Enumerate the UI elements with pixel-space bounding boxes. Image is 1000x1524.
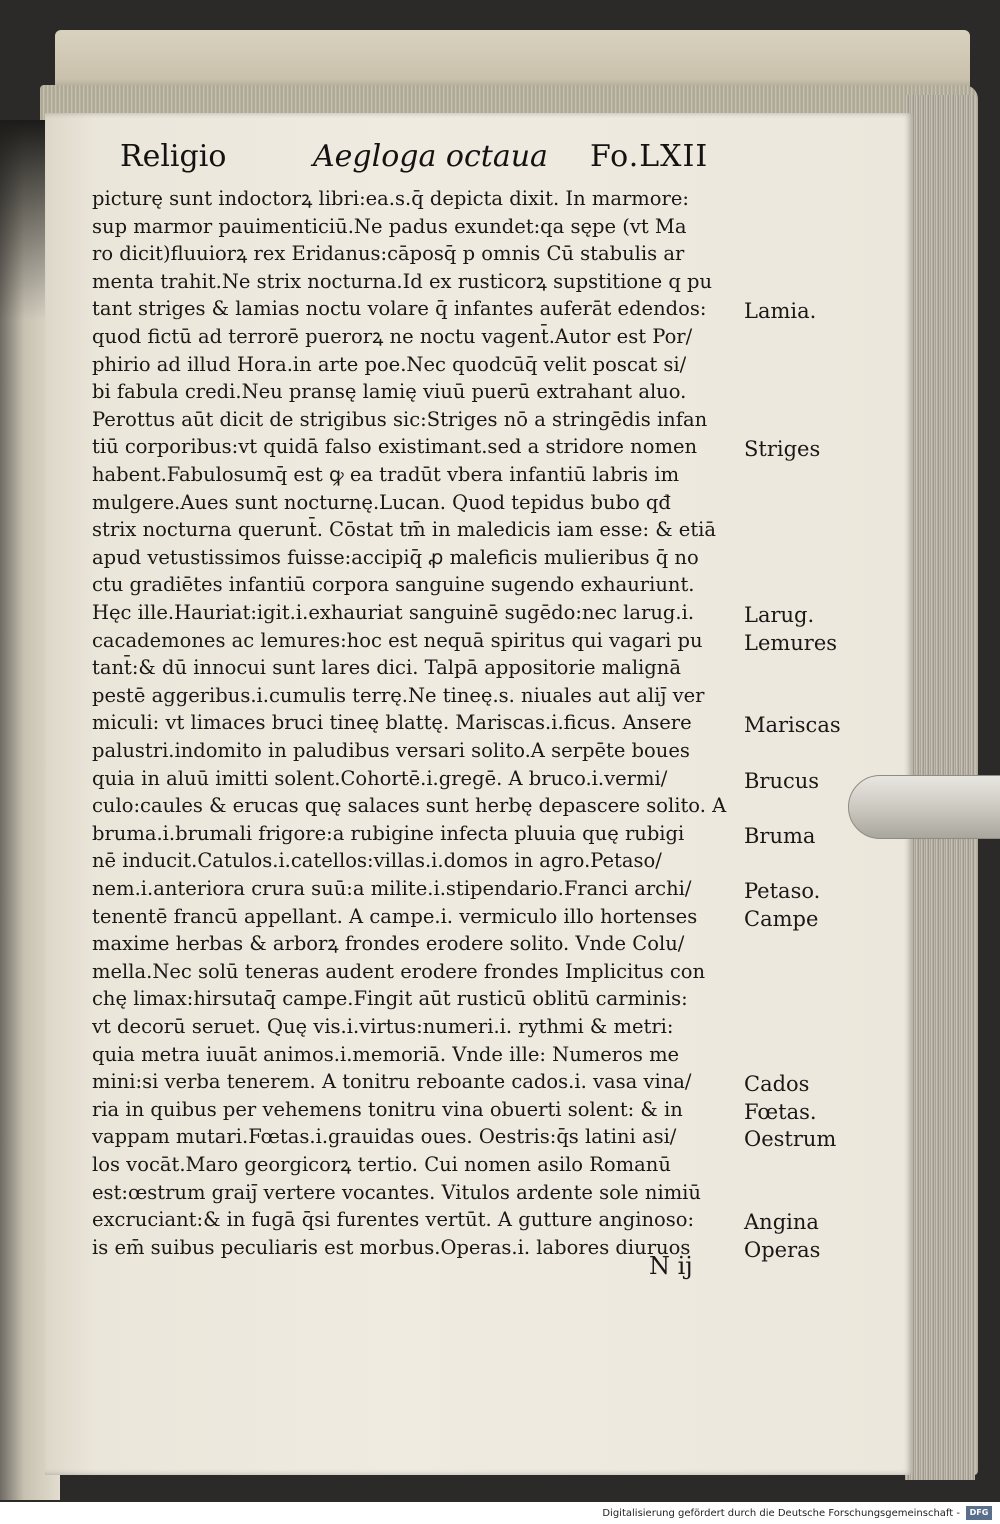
text-line: cacademones ac lemures:hoc est nequā spiritus qui vagari pu bbox=[92, 628, 703, 652]
margin-note: Petaso. bbox=[744, 879, 821, 903]
text-line: quia in aluū imitti solent.Cohortē.i.gregē. A bruco.i.vermi/ bbox=[92, 766, 668, 790]
text-line: nem.i.anteriora crura suū:a milite.i.stipendario.Franci archi/ bbox=[92, 877, 692, 900]
margin-note: Lamia. bbox=[744, 299, 817, 324]
text-line: phirio ad illud Hora.in arte poe.Nec quodcūq̄ velit poscat si/ bbox=[92, 352, 687, 376]
text-line: mulgere.Aues sunt nocturnę.Lucan. Quod tepidus bubo qđ bbox=[92, 490, 671, 514]
margin-note: Operas bbox=[744, 1237, 821, 1262]
text-line: tant̄:& dū innocui sunt lares dici. Talpā appositorie malignā bbox=[92, 656, 681, 680]
running-head-left: Religio bbox=[120, 139, 227, 174]
text-line: culo:caules & erucas quę salaces sunt herbę depascere solito. A bbox=[92, 794, 727, 818]
text-line: is em̄ suibus peculiaris est morbus.Operas.i. labores diuruos bbox=[92, 1235, 691, 1259]
text-line: chę limax:hirsutaq̄ campe.Fingit aūt rusticū oblitū carminis: bbox=[92, 987, 688, 1011]
margin-note: Oestrum bbox=[744, 1127, 837, 1152]
text-line: menta trahit.Ne strix nocturna.Id ex rusticorꝝ supstitione q pu bbox=[92, 269, 713, 293]
text-line: tant striges & lamias noctu volare q̄ infantes auferāt edendos: bbox=[92, 297, 707, 321]
margin-note: Cados bbox=[744, 1072, 810, 1097]
margin-note: Brucus bbox=[744, 768, 820, 793]
text-line: mella.Nec solū teneras audent erodere frondes Implicitus con bbox=[92, 959, 706, 983]
text-line: miculi: vt limaces bruci tineę blattę. Mariscas.i.ficus. Ansere bbox=[92, 711, 692, 735]
text-line: palustri.indomito in paludibus versari solito.A serpēte boues bbox=[92, 739, 690, 762]
text-line: picturę sunt indoctorꝝ libri:ea.s.q̄ depicta dixit. In marmore: bbox=[92, 187, 689, 210]
margin-note: Larug. bbox=[744, 603, 815, 627]
text-line: los vocāt.Maro georgicorꝝ tertio. Cui nomen asilo Romanū bbox=[92, 1153, 671, 1176]
text-line: tenentē francū appellant. A campe.i. vermiculo illo hortenses bbox=[92, 904, 698, 928]
text-line: mini:si verba tenerem. A tonitru reboante cados.i. vasa vina/ bbox=[92, 1070, 692, 1094]
folio-number: Fo.LXII bbox=[590, 139, 709, 174]
text-line: vt decorū seruet. Quę vis.i.virtus:numeri.i. rythmi & metri: bbox=[92, 1015, 674, 1038]
text-line: est:œstrum graiȷ̄ vertere vocantes. Vitulos ardente sole nimiū bbox=[92, 1180, 701, 1204]
page-clip bbox=[848, 775, 1000, 839]
text-line: ria in quibus per vehemens tonitru vina obuerti solent: & in bbox=[92, 1097, 683, 1121]
running-head-center: Aegloga octaua bbox=[313, 139, 548, 174]
text-line: tiū corporibus:vt quidā falso existimant.sed a stridore nomen bbox=[92, 435, 698, 459]
text-line: Perottus aūt dicit de strigibus sic:Striges nō a stringēdis infan bbox=[92, 407, 708, 431]
text-line: nē inducit.Catulos.i.catellos:villas.i.domos in agro.Petaso/ bbox=[92, 849, 662, 873]
text-line: vappam mutari.Fœtas.i.grauidas oues. Oestris:q̄s latini asi/ bbox=[92, 1125, 677, 1149]
text-line: habent.Fabulosumq̄ est ꝙ ea tradūt vbera infantiū labris im bbox=[92, 463, 680, 486]
text-line: apud vetustissimos fuisse:accipiq̄ ꝓ maleficis mulieribus q̄ no bbox=[92, 545, 699, 569]
margin-note: Campe bbox=[744, 906, 819, 931]
text-line: quod fictū ad terrorē puerorꝝ ne noctu vagent̄.Autor est Por/ bbox=[92, 325, 693, 348]
text-line: bruma.i.brumali frigore:a rubigine infecta pluuia quę rubigi bbox=[92, 821, 685, 845]
text-line: maxime herbas & arborꝝ frondes erodere solito. Vnde Colu/ bbox=[92, 932, 685, 956]
text-line: excruciant:& in fugā q̄si furentes vertūt. A gutture anginoso: bbox=[92, 1208, 695, 1232]
margin-note: Fœtas. bbox=[744, 1099, 817, 1124]
text-line: ro dicit)fluuiorꝝ rex Eridanus:cāposq̄ p omnis Cū stabulis ar bbox=[92, 242, 685, 266]
text-line: Hęc ille.Hauriat:igit.i.exhauriat sanguinē sugēdo:nec larug.i. bbox=[92, 601, 695, 624]
margin-note: Lemures bbox=[744, 630, 838, 655]
text-line: strix nocturna querunt̄. Cōstat tm̄ in maledicis iam esse: & etiā bbox=[92, 518, 717, 542]
margin-note: Angina bbox=[744, 1210, 819, 1235]
margin-note: Bruma bbox=[744, 823, 816, 848]
dfg-logo: DFG bbox=[966, 1506, 992, 1520]
text-line: ctu gradiētes infantiū corpora sanguine sugendo exhauriunt. bbox=[92, 573, 695, 597]
text-line: bi fabula credi.Neu pransę lamię viuū puerū extrahant aluo. bbox=[92, 380, 687, 404]
signature-mark: N ij bbox=[649, 1252, 693, 1280]
text-line: pestē aggeribus.i.cumulis terrę.Ne tineę.s. niuales aut aliȷ̄ ver bbox=[92, 683, 705, 707]
text-line: sup marmor pauimenticiū.Ne padus exundet:qa sępe (vt Ma bbox=[92, 214, 687, 238]
margin-note: Striges bbox=[744, 437, 821, 462]
footer-credit: Digitalisierung gefördert durch die Deutsche Forschungsgemeinschaft - bbox=[602, 1508, 960, 1519]
text-line: quia metra iuuāt animos.i.memoriā. Vnde ille: Numeros me bbox=[92, 1042, 680, 1066]
margin-note: Mariscas bbox=[744, 713, 841, 738]
